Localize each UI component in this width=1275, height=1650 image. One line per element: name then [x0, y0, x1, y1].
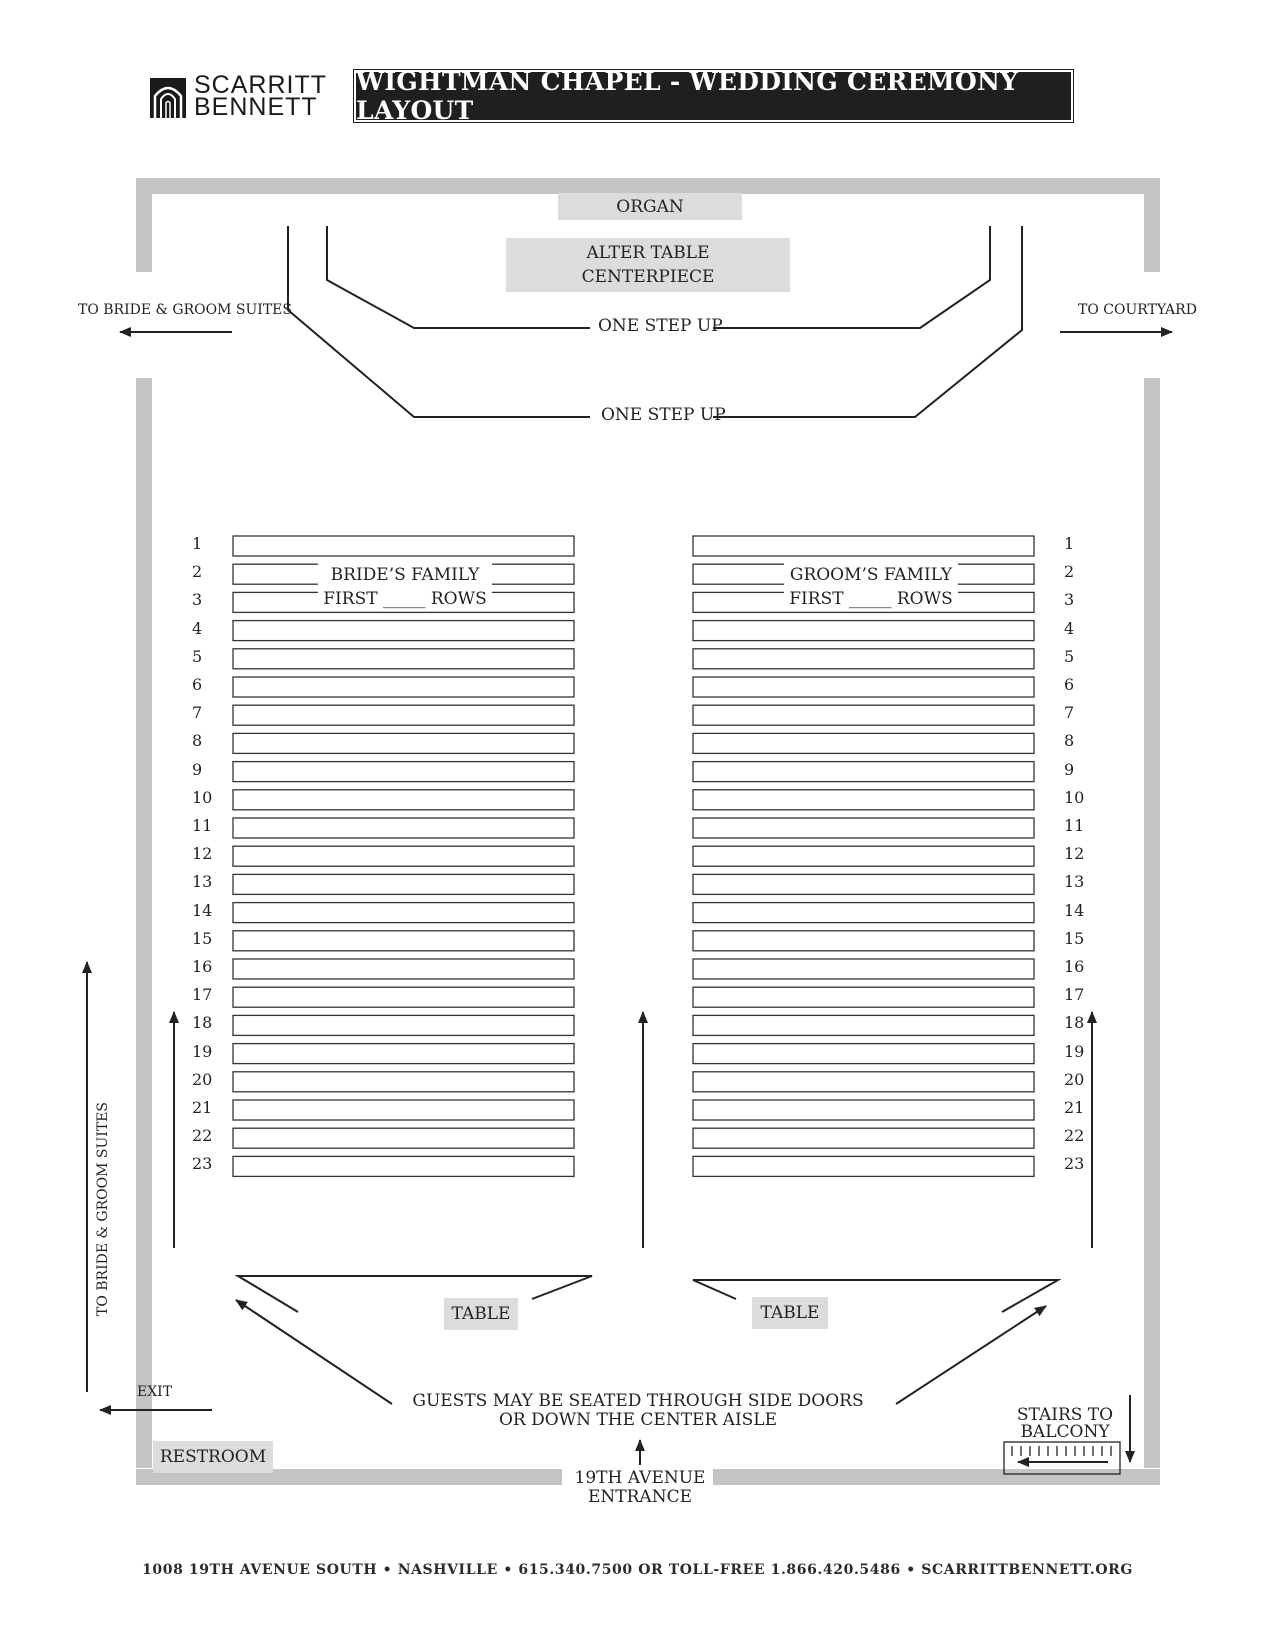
table-left: TABLE	[444, 1298, 518, 1330]
row-number-right: 4	[1064, 618, 1075, 638]
row-number-left: 8	[192, 731, 203, 751]
row-number-left: 9	[192, 759, 203, 779]
arrow-right-door	[896, 1306, 1046, 1404]
row-number-right: 11	[1064, 816, 1085, 835]
entrance-line-1: 19TH AVENUE	[574, 1468, 706, 1488]
row-number-left: 5	[192, 646, 203, 666]
arrow-left-door	[236, 1300, 392, 1404]
row-number-left: 13	[192, 872, 213, 892]
pew-right-13	[693, 874, 1034, 894]
row-number-left: 18	[192, 1013, 213, 1033]
pew-right-9	[693, 762, 1034, 782]
pew-right-22	[693, 1128, 1034, 1148]
row-number-left: 19	[192, 1041, 213, 1061]
pew-left-20	[233, 1072, 574, 1092]
alter-line-2: CENTERPIECE	[581, 267, 715, 287]
row-number-left: 14	[192, 900, 213, 920]
pew-left-7	[233, 705, 574, 725]
row-number-left: 10	[192, 787, 213, 807]
pews	[233, 536, 1034, 1176]
restroom-label: RESTROOM	[153, 1441, 273, 1473]
row-number-left: 16	[192, 957, 213, 976]
row-number-left: 12	[192, 844, 213, 864]
pew-left-11	[233, 818, 574, 838]
alter-line-1: ALTER TABLE	[586, 243, 710, 263]
stairs-line-2: BALCONY	[1020, 1422, 1110, 1442]
pew-right-15	[693, 931, 1034, 951]
to-bride-groom-suites-vertical-label: TO BRIDE & GROOM SUITES	[95, 1102, 111, 1316]
row-number-right: 9	[1064, 759, 1075, 779]
row-number-right: 20	[1064, 1069, 1085, 1089]
row-number-right: 15	[1064, 928, 1085, 948]
row-number-right: 23	[1064, 1154, 1085, 1174]
pew-left-12	[233, 846, 574, 866]
bride-family-label	[318, 563, 492, 611]
entrance-label	[570, 1469, 710, 1507]
row-number-right: 5	[1064, 646, 1075, 666]
pew-left-14	[233, 903, 574, 923]
pew-right-4	[693, 621, 1034, 641]
arrows	[87, 332, 1172, 1465]
pew-left-4	[233, 621, 574, 641]
row-number-right: 8	[1064, 731, 1075, 751]
pew-left-6	[233, 677, 574, 697]
pew-right-5	[693, 649, 1034, 669]
alter-table-box	[506, 238, 790, 292]
row-number-left: 21	[192, 1098, 213, 1117]
row-number-left: 7	[192, 703, 203, 723]
logo-line-2: BENNETT	[194, 93, 318, 121]
pew-right-8	[693, 733, 1034, 753]
pew-right-14	[693, 903, 1034, 923]
row-number-right: 17	[1064, 985, 1085, 1005]
step-up-upper-label: ONE STEP UP	[598, 316, 723, 336]
page-title: WIGHTMAN CHAPEL - WEDDING CEREMONY LAYOUT	[356, 72, 1071, 120]
row-number-left: 22	[192, 1126, 213, 1146]
groom-family-line-1: GROOM’S FAMILY	[789, 565, 953, 585]
pew-left-9	[233, 762, 574, 782]
row-number-right: 21	[1064, 1098, 1085, 1117]
to-courtyard-label: TO COURTYARD	[1078, 302, 1197, 318]
row-number-right: 2	[1064, 562, 1075, 582]
guests-line-2: OR DOWN THE CENTER AISLE	[498, 1410, 778, 1430]
row-number-left: 4	[192, 618, 203, 638]
pew-left-1	[233, 536, 574, 556]
to-bride-groom-suites-label: TO BRIDE & GROOM SUITES	[78, 302, 292, 318]
guests-seating-note	[400, 1392, 876, 1430]
pew-left-10	[233, 790, 574, 810]
pew-right-1	[693, 536, 1034, 556]
pew-right-17	[693, 987, 1034, 1007]
pew-left-15	[233, 931, 574, 951]
row-number-left: 11	[192, 816, 213, 835]
pew-left-23	[233, 1156, 574, 1176]
pew-right-6	[693, 677, 1034, 697]
pew-right-18	[693, 1015, 1034, 1035]
row-number-right: 22	[1064, 1126, 1085, 1146]
row-number-right: 19	[1064, 1041, 1085, 1061]
step-up-lower-label: ONE STEP UP	[601, 405, 726, 425]
logo-line-1: SCARRITT	[194, 71, 327, 99]
row-number-right: 6	[1064, 675, 1075, 694]
pew-right-20	[693, 1072, 1034, 1092]
row-number-right: 10	[1064, 787, 1085, 807]
footer-address: 1008 19TH AVENUE SOUTH • NASHVILLE • 615.340.7500 OR TOLL-FREE 1.866.420.5486 • SCARRITTBENNETT.ORG	[142, 1562, 1133, 1578]
pew-left-22	[233, 1128, 574, 1148]
pew-left-5	[233, 649, 574, 669]
pew-left-18	[233, 1015, 574, 1035]
guests-line-1: GUESTS MAY BE SEATED THROUGH SIDE DOORS	[412, 1391, 864, 1411]
row-number-right: 13	[1064, 872, 1085, 892]
pew-right-12	[693, 846, 1034, 866]
row-number-left: 17	[192, 985, 213, 1005]
table-lines	[238, 1276, 1058, 1312]
row-number-left: 2	[192, 562, 203, 582]
bride-family-line-2: FIRST _____ ROWS	[323, 589, 487, 609]
pew-left-21	[233, 1100, 574, 1120]
bride-family-line-1: BRIDE’S FAMILY	[330, 565, 480, 585]
row-number-right: 14	[1064, 900, 1085, 920]
table-right: TABLE	[752, 1297, 828, 1329]
pew-left-17	[233, 987, 574, 1007]
row-number-right: 7	[1064, 703, 1075, 723]
exit-label: EXIT	[137, 1384, 173, 1400]
groom-family-line-2: FIRST _____ ROWS	[789, 589, 953, 609]
row-number-right: 18	[1064, 1013, 1085, 1033]
row-number-left: 23	[192, 1154, 213, 1174]
row-number-right: 12	[1064, 844, 1085, 864]
row-number-right: 3	[1064, 590, 1075, 610]
row-number-left: 15	[192, 928, 213, 948]
stairs-to-balcony-label	[1010, 1407, 1120, 1441]
pew-right-19	[693, 1044, 1034, 1064]
row-number-left: 1	[192, 534, 203, 553]
pew-left-19	[233, 1044, 574, 1064]
pew-right-7	[693, 705, 1034, 725]
row-number-left: 6	[192, 675, 203, 694]
organ-label: ORGAN	[558, 193, 742, 220]
groom-family-label	[784, 563, 958, 611]
pew-left-13	[233, 874, 574, 894]
row-number-right: 16	[1064, 957, 1085, 976]
pew-right-16	[693, 959, 1034, 979]
pew-right-11	[693, 818, 1034, 838]
pew-left-8	[233, 733, 574, 753]
pew-right-21	[693, 1100, 1034, 1120]
row-number-left: 20	[192, 1069, 213, 1089]
pew-left-16	[233, 959, 574, 979]
entrance-line-2: ENTRANCE	[588, 1487, 692, 1507]
row-number-left: 3	[192, 590, 203, 610]
row-number-right: 1	[1064, 534, 1075, 553]
pew-right-10	[693, 790, 1034, 810]
stairs-line-1: STAIRS TO	[1016, 1405, 1114, 1425]
pew-right-23	[693, 1156, 1034, 1176]
